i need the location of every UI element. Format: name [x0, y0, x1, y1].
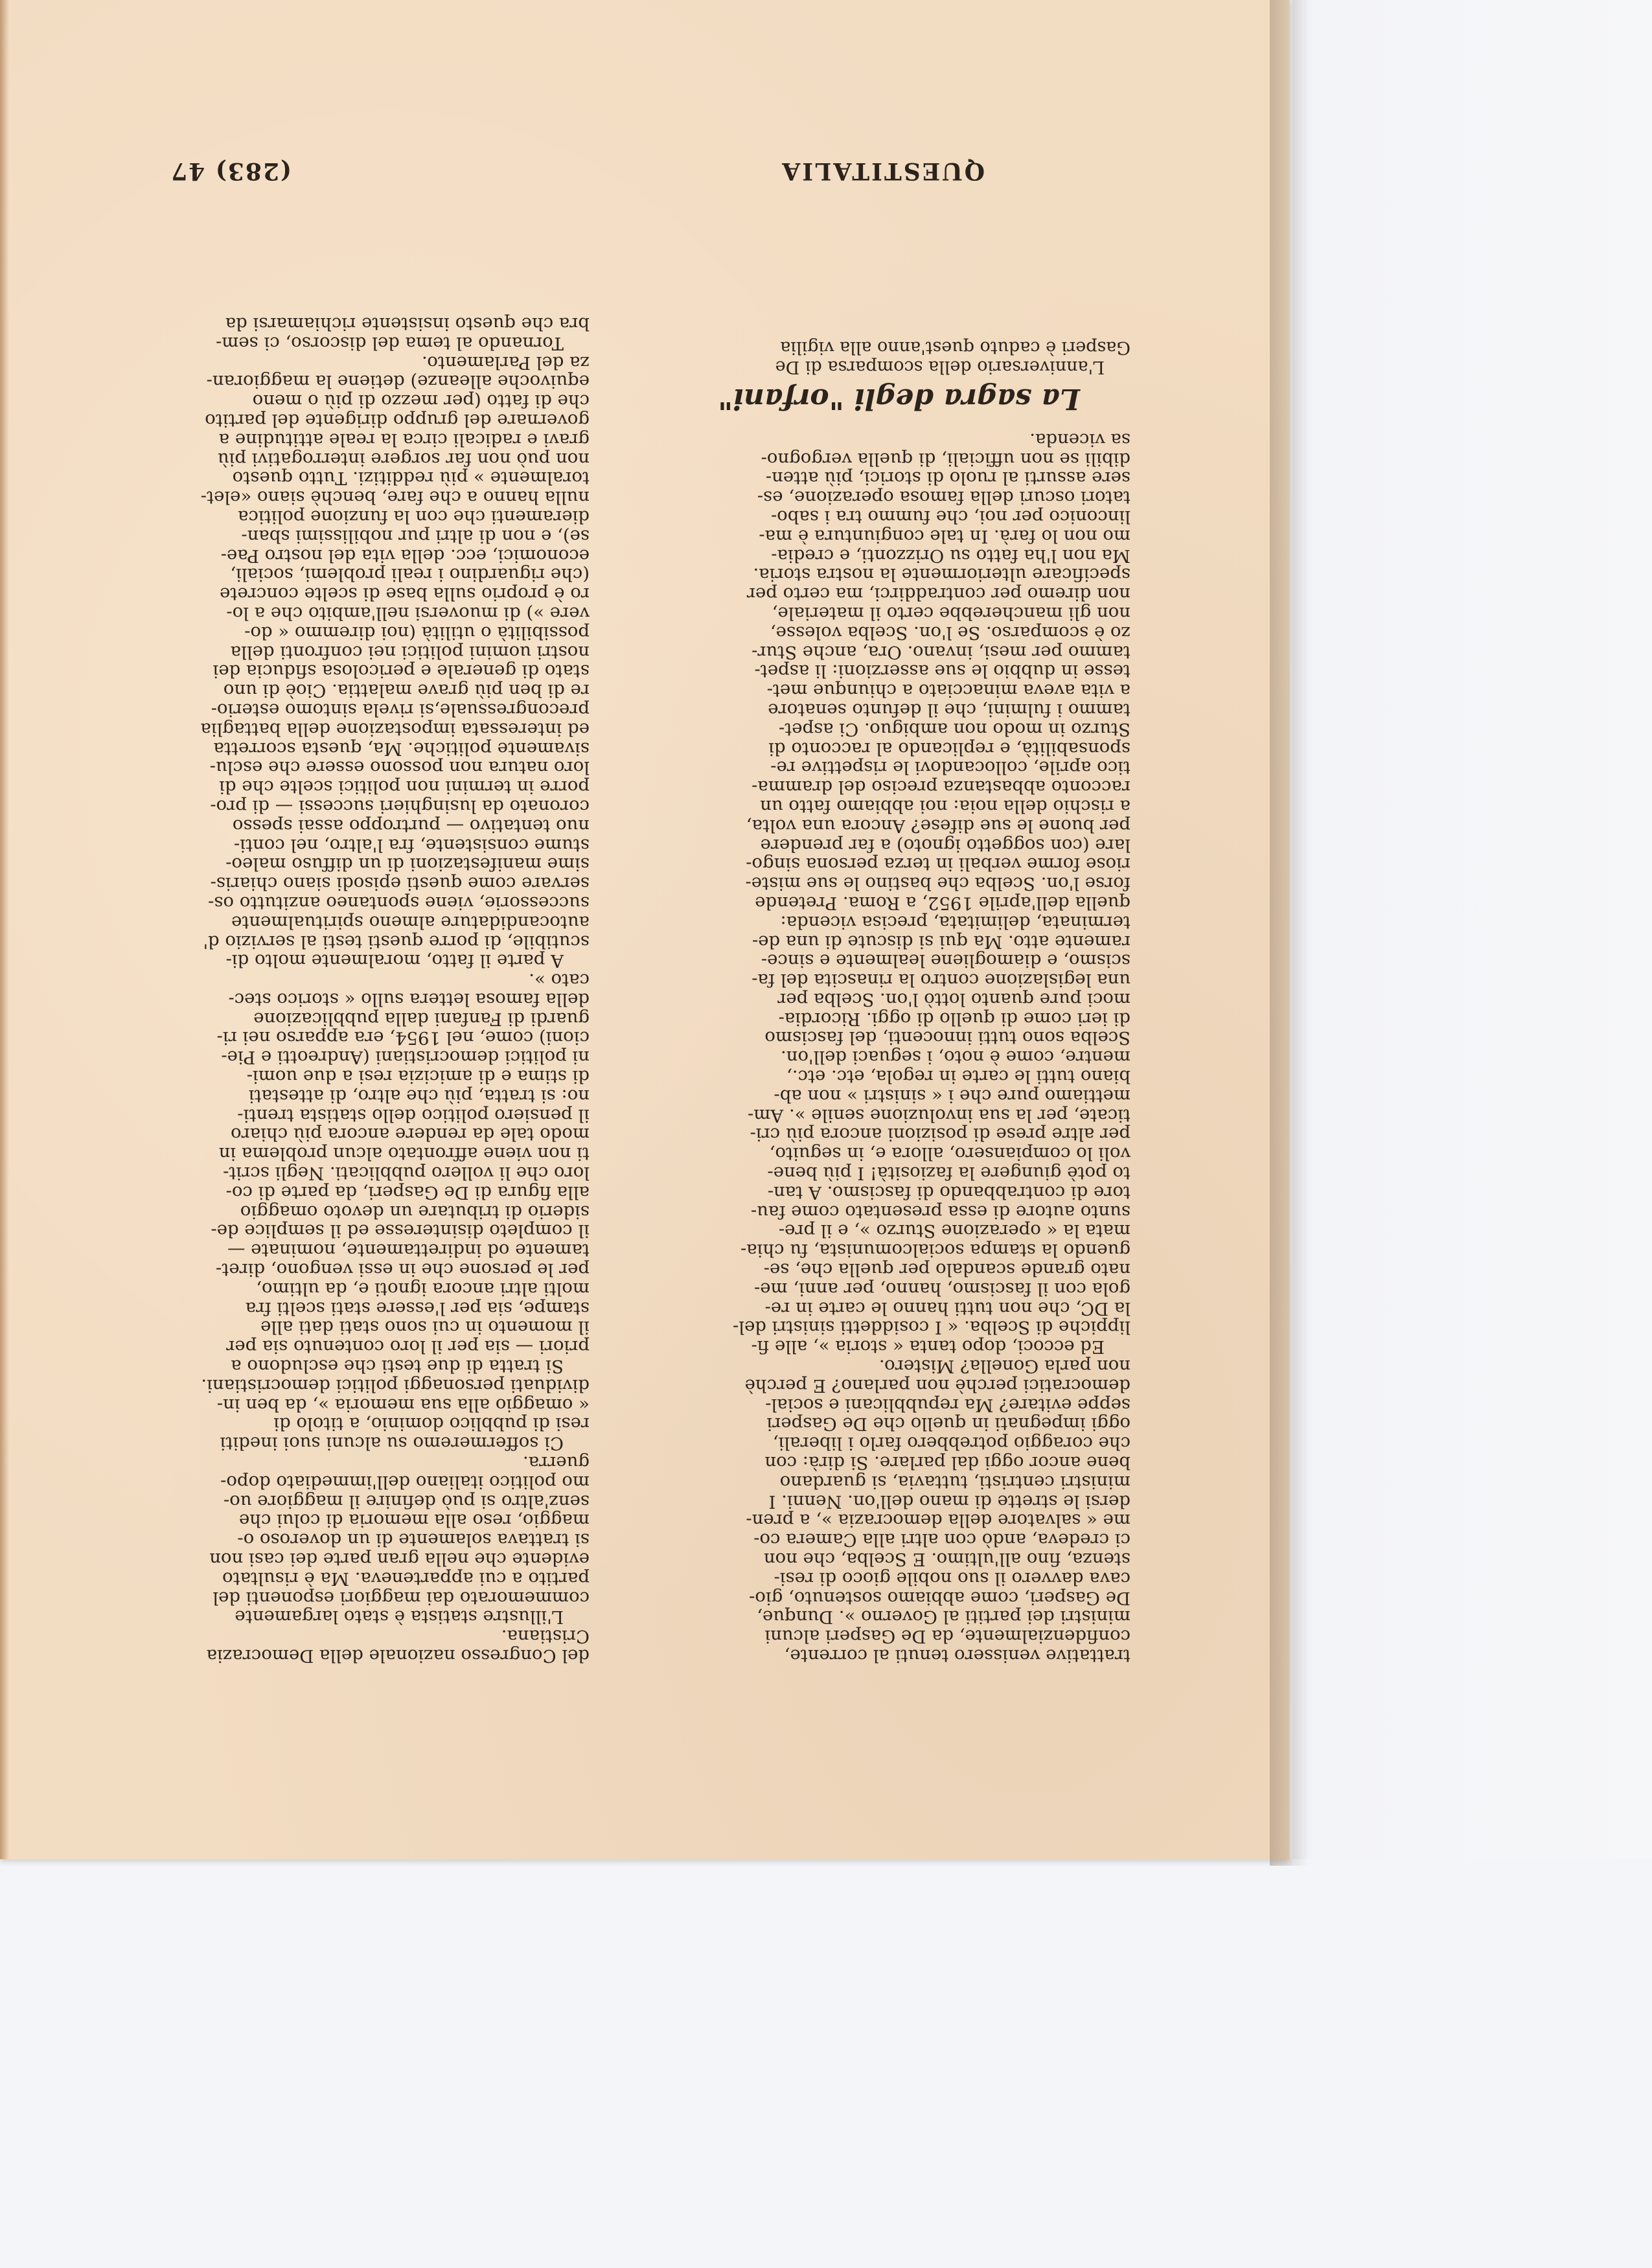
paragraph: Tornando al tema del discorso, ci sem- bra che questo insistente richiamarsi da — [216, 314, 590, 354]
paragraph: Ed eccoci, dopo tanta « storia », alle fi- lippiche di Scelba. « I cosiddetti sinistri del- la DC, che non tutti hanno le carte in re- gola con il fascismo, hanno, per anni, me- nato grande scandalo per quella che, se- guendo la stampa socialcomunista, fu chia- mata la « operazione Sturzo », e il pre- sunto autore di essa presentato come fau- tore di contrabbando di fascismo. A tan- to potè giungere la faziosità! I più bene- voli lo compiansero, allora e, in seguito, per altre prese di posizioni ancora più cri- ticate, per la sua involuzione senile ». Am- mettiamo pure che i « sinistri » non ab- biano tutti le carte in regola, etc. etc., mentre, come è noto, i seguaci dell'on. Scelba sono tutti innocenti, del fascismo di ieri come di quello di oggi. Ricordia- moci pure quanto lottò l'on. Scelba per una legislazione contro la rinascita del fa- scismo, e diamogliene lealmente e since- ramente atto. Ma qui si discute di una de- terminata, delimitata, precisa vicenda: quella dell'aprile 1952, a Roma. Pretende forse l'on. Scelba che bastino le sue miste- riose forme verbali in terza persona singo- lare (con soggetto ignoto) a far prendere per buone le sue difese? Ancora una volta, a rischio della noia: noi abbiamo fatto un racconto abbastanza preciso del dramma- tico aprile, collocandovi le rispettive re- sponsabilità, e replicando al racconto di Sturzo in modo non ambiguo. Ci aspet- tammo i fulmini, che il defunto senatore a vita aveva minacciato a chiunque met- tesse in dubbio le sue asserzioni: li aspet- tammo per mesi, invano. Ora, anche Stur- zo è scomparso. Se l'on. Scelba volesse, non gli mancherebbe certo il materiale, non diremo per contraddirci, ma certo per specificare ulteriormente la nostra storia. Ma non l'ha fatto su Orizzonti, e credia- mo non lo farà. In tale congiuntura è ma- linconico per noi, che fummo tra i sabo- tatori oscuri della famosa operazione, es- sere assurti al ruolo di storici, più atten- dibili se non ufficiali, di quella vergogno- sa vicenda. — [732, 429, 1130, 1358]
paragraph: trattative venissero tenuti al corrente, confidenzialmente, da De Gasperi alcuni ministri dei partiti al Governo ». Dunque, De Gasperi, come abbiamo sostenuto, gio- cava davvero il suo nobile gioco di resi- stenza, fino all'ultimo. E Scelba, che non ci credeva, andò con altri alla Camera co- me « salvatore della democrazia », a pren- dersi le strette di mano dell'on. Nenni. I ministri centristi, tuttavia, si guardano bene ancor oggi dal parlare. Si dirà: con che coraggio potrebbero farlo i liberali, oggi impegnati in quello che De Gasperi seppe evitare? Ma repubblicani e social- democratici perchè non parlano? E perchè non parla Gonella? Mistero. — [744, 1356, 1130, 1666]
running-header: QUESTITALIA — [780, 157, 985, 185]
page-number: (283) 47 — [170, 157, 292, 185]
paragraph: Ci soffermeremo su alcuni suoi inediti resi di pubblico dominio, a titolo di « omaggio alla sua memoria », da ben in- dividuati personaggi politici democristiani. — [201, 1375, 590, 1454]
scanner-lid-shadow — [1270, 0, 1309, 1866]
article-subtitle: L'anniversario della scomparsa di De Gasperi è caduto quest'anno alla vigilia — [775, 338, 1130, 377]
paragraph: del Congresso nazionale della Democrazia Cristiana. — [206, 1626, 590, 1666]
paragraph: Si tratta di due testi che escludono a priori — sia per il loro contenuto sia per il momento in cui sono stati dati alle stampe, sia per l'essere stati scelti fra molti altri ancora ignoti e, da ultimo, per le persone che in essi vengono, diret- tamente od indirettamente, nominate — il completo disinteresse ed il semplice de- siderio di tributare un devoto omaggio alla figura di De Gasperi, da parte di co- loro che li vollero pubblicati. Negli scrit- ti non viene affrontato alcun problema in modo tale da rendere ancora più chiaro il pensiero politico dello statista trenti- no: si tratta, più che altro, di attestati di stima e di amicizia resi a due uomi- ni politici democristiani (Andreotti e Pie- cioni) come, nel 1954, era apparso nei ri- guardi di Fanfani dalla pubblicazione della famosa lettera sullo « storico stec- cato ». — [211, 970, 590, 1377]
article-title: La sagra degli "orfani" — [718, 382, 1080, 415]
right-column — [126, 175, 590, 1665]
scanner-bed-bottom — [0, 1859, 1652, 2268]
paragraph: L'illustre statista è stato largamente commemorato dai maggiori esponenti del partito a cui apparteneva. Ma è risultato evidente che nella gran parte dei casi non si trattava solamente di un doveroso o- maggio, reso alla memoria di colui che senz'altro si può definire il maggiore uo- mo politico italiano dell'immediato dopo- guerra. — [209, 1452, 590, 1628]
paragraph: A parte il fatto, moralmente molto di- scutibile, di porre questi testi al servizio d' autocandidature almeno spiritualmente successorie, viene spontaneo anzitutto os- servare come questi episodi siano chiaris- sime manifestazioni di un diffuso maleo- stume consistente, fra l'altro, nel conti- nuo tentativo — purtroppo assai spesso coronato da lusinghieri successi — di pro- porre in termini non politici scelte che di loro natura non possono essere che esclu- sivamente politiche. Ma, questa scorretta ed interessata impostazione della battaglia precongressuale,si rivela sintomo esterio- re di ben più grave malattia. Cioè di uno stato di generale e pericolosa sfiducia dei nostri uomini politici nei confronti della possibilità o utilità (noi diremmo « do- vere ») di muoversi nell'ambito che a lo- ro è proprio sulla base di scelte concrete (che riguardino i reali problemi, sociali, economici, ecc. della vita del nostro Pae- se), e non di altri pur nobilissimi sban- dieramenti che con la funzione politica nulla hanno a che fare, benchè siano «elet- toralmente » più redditizi. Tutto questo non può non far sorgere interrogativi più gravi e radicali circa la reale attitudine a governare del gruppo dirigente del partito che di fatto (per mezzo di più o meno equivoche alleanze) detiene la maggioran- za del Parlamento. — [200, 352, 590, 972]
left-column — [667, 175, 1130, 1665]
